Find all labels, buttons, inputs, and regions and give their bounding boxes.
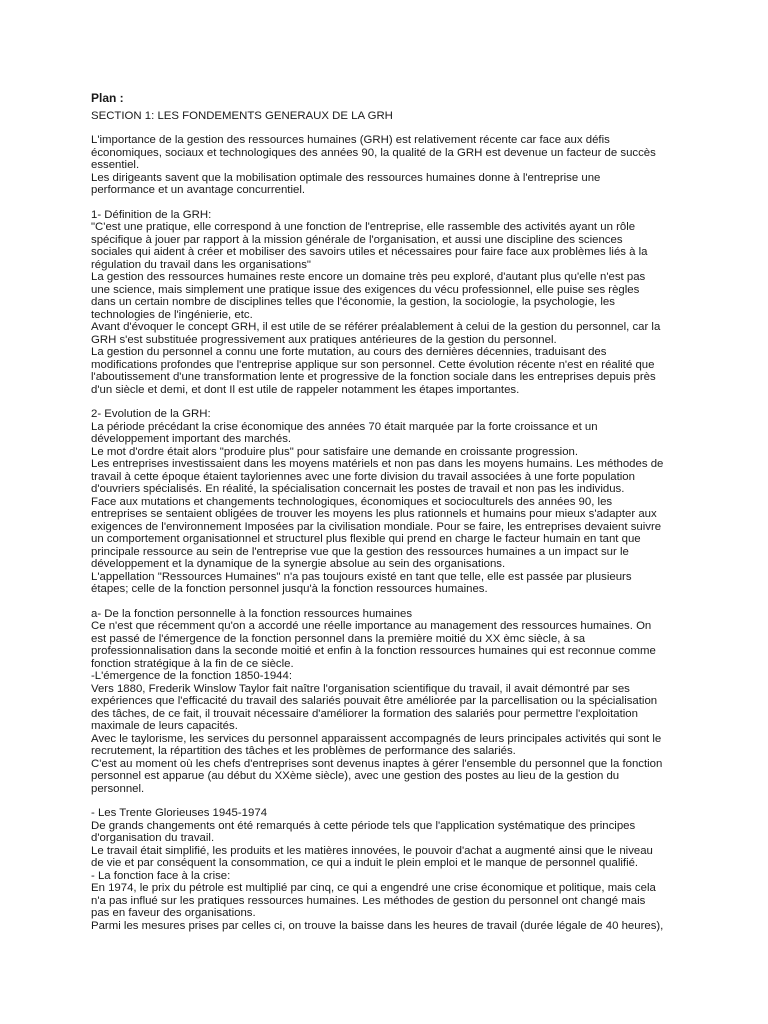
fonction-paragraph: Avec le taylorisme, les services du personnel apparaissent accompagnés de leurs principales activités qui sont le recrutement, la répartition des tâches et les problèmes de performance des salariés. bbox=[91, 732, 662, 757]
definition-paragraph: Avant d'évoquer le concept GRH, il est utile de se référer préalablement à celui de la gestion du personnel, car la GRH s'est substituée progressivement aux pratiques antérieures de la gestion du personnel. bbox=[91, 321, 661, 346]
fonction-heading: a- De la fonction personnelle à la fonction ressources humaines bbox=[91, 607, 413, 620]
intro-paragraph: Les dirigeants savent que la mobilisation optimale des ressources humaines donne à l'entreprise une performance et un avantage concurrentiel. bbox=[91, 171, 601, 196]
definition-quote: "C'est une pratique, elle correspond à une fonction de l'entreprise, elle rassemble des activités ayant un rôle spécifique à jouer par rapport à la mission générale de l'organisation, et aussi une discipline des sciences sociales qui aident à créer et mobiliser des savoirs utiles et nécessaires pour faire face aux problèmes liés à la régulation du travail dans les organisations" bbox=[91, 221, 648, 271]
evolution-paragraph: Face aux mutations et changements technologiques, économiques et socioculturels des années 90, les entreprises se sentaient obligées de trouver les moyens les plus rationnels et humains pour mieux s'adapter aux exigences de l'environnement Imposées par la civilisation mondiale. Pour se faire, les entreprises devaient suivre un comportement organisationnel et structurel plus flexible qui prend en charge le facteur humain en tant que principale ressource au sein de l'entreprise vue que la gestion des ressources humaines a un impact sur le développement et la dynamique de la synergie absolue au sein des organisations. bbox=[91, 495, 662, 570]
definition-block bbox=[91, 209, 691, 397]
trente-glorieuses-heading: - Les Trente Glorieuses 1945-1974 bbox=[91, 807, 268, 819]
evolution-heading: 2- Evolution de la GRH: bbox=[91, 408, 211, 420]
intro-block bbox=[91, 134, 691, 197]
section-title: SECTION 1: LES FONDEMENTS GENERAUX DE LA GRH bbox=[91, 109, 393, 122]
evolution-paragraph: Le mot d'ordre était alors "produire plus" pour satisfaire une demande en croissante progression. bbox=[91, 445, 579, 458]
intro-paragraph: L'importance de la gestion des ressources humaines (GRH) est relativement récente car face aux défis économiques, sociaux et technologiques des années 90, la qualité de la GRH est devenue un facteur de succès essentiel. bbox=[91, 134, 656, 171]
fonction-personnelle-block bbox=[91, 608, 691, 796]
fonction-subheading: -L'émergence de la fonction 1850-1944: bbox=[91, 670, 293, 682]
evolution-block bbox=[91, 408, 691, 596]
evolution-paragraph: Les entreprises investissaient dans les moyens matériels et non pas dans les moyens humains. Les méthodes de travail à cette époque étaient tayloriennes avec une forte division du travail associées à une forte population d'ouvriers spécialisés. En réalité, la spécialisation concernait les postes de travail et non pas les individus. bbox=[91, 458, 664, 495]
plan-label: Plan : bbox=[91, 91, 124, 105]
fonction-paragraph: Vers 1880, Frederik Winslow Taylor fait naître l'organisation scientifique du travail, il avait démontré par ses expériences que l'efficacité du travail des salariés pouvait être améliorée par la parcellisation ou la spécialisation des tâches, de ce fait, il trouvait nécessaire d'améliorer la formation des salariés pour permettre l'exploitation maximale de leurs capacités. bbox=[91, 682, 658, 732]
evolution-paragraph: La période précédant la crise économique des années 70 était marquée par la forte croissance et un développement important des marchés. bbox=[91, 420, 598, 445]
definition-paragraph: La gestion du personnel a connu une forte mutation, au cours des dernières décennies, traduisant des modifications profondes que l'entreprise applique sur son personnel. Cette évolution récente n'est en réalité que l'aboutissement d'une transformation lente et progressive de la fonction sociale dans les entreprises depuis près d'un siècle et demi, et dont Il est utile de rappeler notamment les étapes importantes. bbox=[91, 346, 656, 396]
trente-glorieuses-block bbox=[91, 807, 691, 932]
crise-heading: - La fonction face à la crise: bbox=[91, 869, 231, 882]
trente-glorieuses-paragraph: De grands changements ont été remarqués à cette période tels que l'application systématique des principes d'organisation du travail. bbox=[91, 819, 636, 844]
trente-glorieuses-paragraph: Le travail était simplifié, les produits et les matières innovées, le pouvoir d'achat a augmenté ainsi que le niveau de vie et par conséquent la consommation, ce qui a induit le plein emploi et le manque de personnel qualifié. bbox=[91, 844, 653, 869]
crise-paragraph: En 1974, le prix du pétrole est multiplié par cinq, ce qui a engendré une crise économique et politique, mais cela n'a pas influé sur les pratiques ressources humaines. Les méthodes de gestion du personnel ont changé mais pas en faveur des organisations. bbox=[91, 882, 656, 919]
crise-paragraph: Parmi les mesures prises par celles ci, on trouve la baisse dans les heures de travail (durée légale de 40 heures), bbox=[91, 919, 664, 932]
document-page bbox=[91, 92, 691, 932]
definition-heading: 1- Définition de la GRH: bbox=[91, 208, 212, 221]
fonction-paragraph: Ce n'est que récemment qu'on a accordé une réelle importance au management des ressources humaines. On est passé de l'émergence de la fonction personnel dans la première moitié du XX èmc siècle, à sa professionnalisation dans la seconde moitié et enfin à la fonction ressources humaines qui est reconnue comme fonction stratégique à la fin de ce siècle. bbox=[91, 620, 656, 670]
evolution-paragraph: L'appellation "Ressources Humaines" n'a pas toujours existé en tant que telle, elle est passée par plusieurs étapes; celle de la fonction personnel jusqu'à la fonction ressources humaines. bbox=[91, 570, 632, 595]
fonction-paragraph: C'est au moment où les chefs d'entreprises sont devenus inaptes à gérer l'ensemble du personnel que la fonction personnel est apparue (au début du XXème siècle), avec une gestion des postes au lieu de la gestion du personnel. bbox=[91, 757, 663, 795]
definition-paragraph: La gestion des ressources humaines reste encore un domaine très peu exploré, d'autant plus qu'elle n'est pas une science, mais simplement une pratique issue des exigences du vécu professionnel, elle puise ses règles dans un certain nombre de disciplines telles que l'économie, la gestion, la sociologie, la psychologie, les technologies de l'ingénierie, etc. bbox=[91, 271, 646, 321]
